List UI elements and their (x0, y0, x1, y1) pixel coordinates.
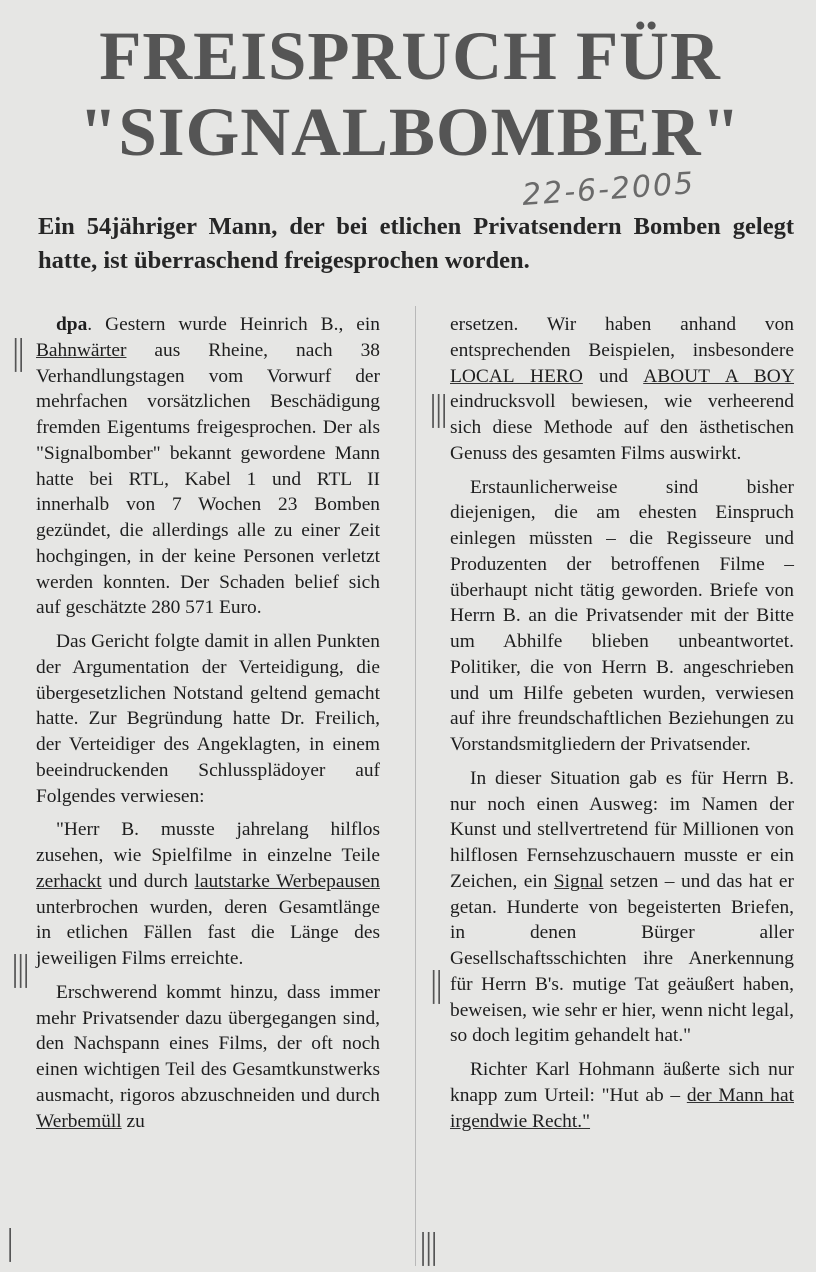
headline-line-2: "SIGNALBOMBER" (79, 94, 741, 170)
margin-mark-icon: | (7, 1223, 14, 1263)
margin-mark-icon: ||| (420, 1227, 438, 1267)
article-paragraph: Erschwerend kommt hinzu, dass immer mehr Privatsender dazu übergegangen sind, den Nachspann eines Films, der oft noch einen wichtigen Teil des Gesamtkunstwerks ausmacht, rigoros abzuschneiden und durch Werbemüll zu (36, 981, 380, 1132)
column-divider (415, 306, 416, 1266)
continued-text: Wir haben anhand von entsprechenden Beispielen, insbesondere (450, 314, 794, 361)
article-paragraph: Das Gericht folgte damit in allen Punkten der Argumentation der Verteidigung, die übergesetzlichen Notstand geltend gemacht hatte. Zur Begründung hatte Dr. Freilich, der Verteidiger des Angeklagten, in einem beeindruckenden Schlussplädoyer auf Folgendes verwiesen: (36, 631, 380, 807)
article-paragraph-continued: ersetzen. Wir haben anhand von entsprechenden Beispielen, insbesondere LOCAL HERO und ABOUT A BOY eindrucksvoll bewiesen, wie verheerend sich diese Methode auf den ästhetischen Genuss des gesamten Films auswirkt. (450, 314, 795, 464)
dateline: dpa (56, 314, 88, 335)
column-continued-text: ersetzen. (450, 314, 519, 335)
underlined-text: Werbemüll (36, 1110, 122, 1132)
underlined-text: LOCAL HERO (450, 365, 583, 387)
article-column-right (450, 312, 794, 1142)
underlined-text: Bahnwärter (36, 339, 127, 361)
subheadline: Ein 54jähriger Mann, der bei etlichen Privatsendern Bomben gelegt hatte, ist überraschend freigesprochen worden. (38, 213, 794, 274)
article-paragraph: dpa. Gestern wurde Heinrich B., ein Bahnwärter aus Rheine, nach 38 Verhandlungstagen vom Vorwurf der mehrfachen vorsätzlichen Beschädigung fremden Eigentums freigesprochen. Der als "Signalbomber" bekannt gewordene Mann hatte bei RTL, Kabel 1 und RTL II innerhalb von 7 Wochen 23 Bomben gezündet, die allerdings alle zu einer Zeit hochgingen, in der keine Personen verletzt werden konnten. Der Schaden belief sich auf geschätzte 280 571 Euro. (36, 314, 380, 619)
underlined-text: der Mann hat irgendwie Recht." (450, 1084, 794, 1132)
article-paragraph: Richter Karl Hohmann äußerte sich nur knapp zum Urteil: "Hut ab – der Mann hat irgendwie Recht." (450, 1059, 794, 1132)
handwritten-date: 22-6-2005 (520, 165, 697, 214)
underlined-text: ABOUT A BOY (643, 365, 795, 387)
headline-line-1: FREISPRUCH FÜR (99, 18, 721, 94)
article-paragraph: In dieser Situation gab es für Herrn B. nur noch einen Ausweg: im Namen der Kunst und stellvertretend für Millionen von hilflosen Fernsehzuschauern musste er ein Zeichen, ein Signal setzen – und das hat er getan. Hunderte von begeisterten Briefen, in denen Bürger aller Gesellschaftsschichten ihre Anerkennung für Herrn B's. mutige Tat geäußert haben, beweisen, wie sehr er hier, wenn nicht legal, so doch legitim gehandelt hat." (450, 767, 794, 1047)
margin-mark-icon: ||| (430, 389, 448, 429)
article-paragraph: Erstaunlicherweise sind bisher diejenigen, die am ehesten Einspruch einlegen müssten – die Regisseure und Produzenten der betroffenen Filme – überhaupt nicht tätig geworden. Briefe von Herrn B. an die Privatsender mit der Bitte um Abhilfe blieben unbeantwortet. Politiker, die von Herrn B. angeschrieben und um Hilfe gebeten wurden, verwiesen auf ihre freundschaftlichen Beziehungen zu Vorstandsmitgliedern der Privatsender. (450, 476, 794, 755)
underlined-text: lautstarke Werbepausen (194, 870, 380, 892)
margin-mark-icon: || (430, 965, 443, 1005)
article-paragraph: "Herr B. musste jahrelang hilflos zusehen, wie Spielfilme in einzelne Teile zerhackt und durch lautstarke Werbepausen unterbrochen wurden, deren Gesamtlänge in etlichen Fällen fast die Länge des jeweiligen Films erreichte. (36, 819, 380, 969)
headline (30, 18, 790, 170)
margin-mark-icon: ||| (12, 949, 30, 989)
article-column-left (36, 312, 380, 1142)
column-break-text: zu (121, 1110, 145, 1132)
underlined-text: zerhackt (36, 870, 102, 892)
margin-mark-icon: || (12, 333, 25, 373)
underlined-text: Signal (553, 870, 604, 892)
